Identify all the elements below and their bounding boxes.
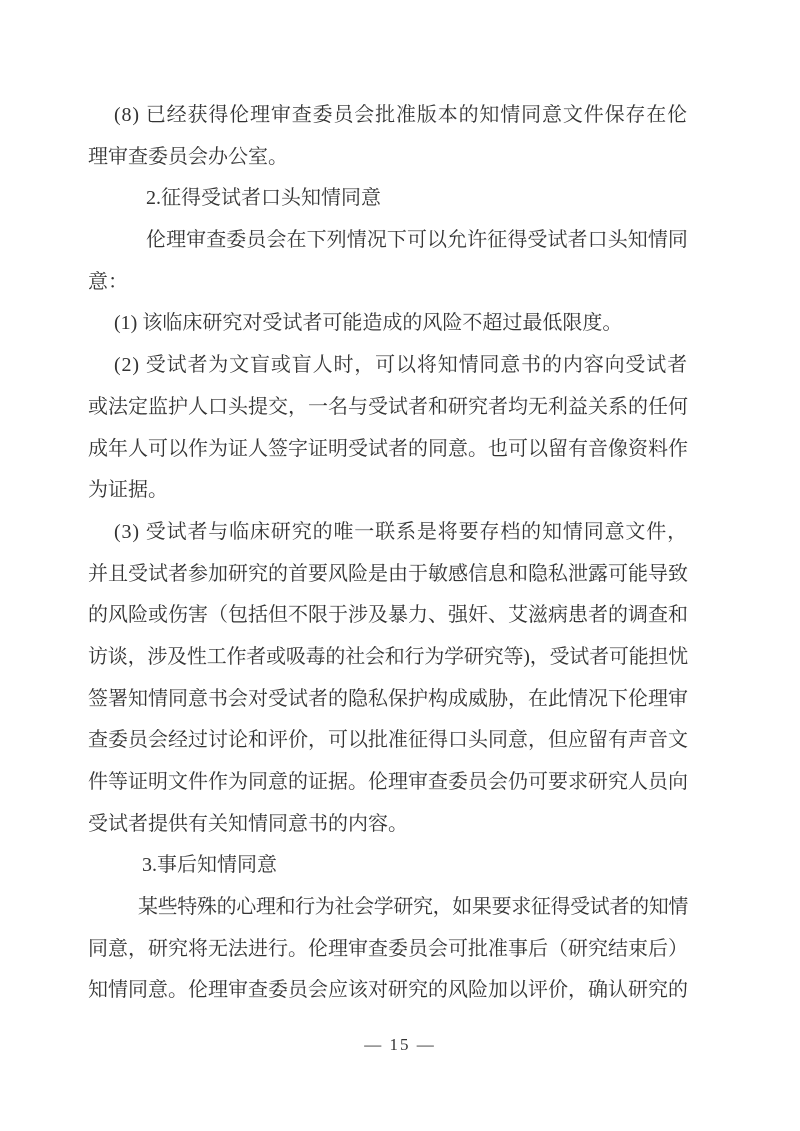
document-body bbox=[88, 95, 688, 1012]
text-line bbox=[88, 95, 688, 137]
text-line bbox=[88, 679, 688, 721]
text-line bbox=[88, 637, 688, 679]
text-line-content: (2) 受试者为文盲或盲人时，可以将知情同意书的内容向受试者 bbox=[114, 354, 688, 377]
text-line bbox=[88, 970, 688, 1012]
text-line-content: 受试者提供有关知情同意书的内容。 bbox=[88, 812, 408, 835]
text-line-content: (8) 已经获得伦理审查委员会批准版本的知情同意文件保存在伦 bbox=[114, 104, 688, 126]
text-line bbox=[88, 178, 688, 220]
text-line bbox=[88, 887, 688, 929]
text-line bbox=[88, 804, 688, 846]
text-line-content: 并且受试者参加研究的首要风险是由于敏感信息和隐私泄露可能导致 bbox=[88, 562, 688, 585]
text-line-content: 签署知情同意书会对受试者的隐私保护构成威胁，在此情况下伦理审 bbox=[88, 687, 688, 710]
text-line-content: (1) 该临床研究对受试者可能造成的风险不超过最低限度。 bbox=[114, 312, 623, 335]
text-line bbox=[88, 554, 688, 596]
page-number: — 15 — bbox=[364, 1035, 436, 1054]
text-line-content: 知情同意。伦理审查委员会应该对研究的风险加以评价，确认研究的 bbox=[88, 979, 688, 1002]
text-line bbox=[88, 262, 688, 304]
text-line bbox=[88, 429, 688, 471]
text-line-content: 的风险或伤害（包括但不限于涉及暴力、强奸、艾滋病患者的调查和 bbox=[88, 604, 688, 627]
text-line-content: 理审查委员会办公室。 bbox=[88, 145, 288, 168]
text-line-content: (3) 受试者与临床研究的唯一联系是将要存档的知情同意文件， bbox=[114, 520, 688, 543]
text-line-content: 3.事后知情同意 bbox=[142, 854, 277, 877]
text-line bbox=[88, 595, 688, 637]
text-line bbox=[88, 929, 688, 971]
text-line bbox=[88, 762, 688, 804]
text-line-content: 成年人可以作为证人签字证明受试者的同意。也可以留有音像资料作 bbox=[88, 437, 688, 460]
text-line bbox=[88, 720, 688, 762]
text-line-content: 同意，研究将无法进行。伦理审查委员会可批准事后（研究结束后） bbox=[88, 937, 688, 960]
text-line-content: 2.征得受试者口头知情同意 bbox=[146, 187, 381, 210]
text-line-content: 为证据。 bbox=[88, 479, 168, 502]
text-line bbox=[88, 345, 688, 387]
text-line-content: 或法定监护人口头提交，一名与受试者和研究者均无利益关系的任何 bbox=[88, 395, 688, 418]
text-line-content: 件等证明文件作为同意的证据。伦理审查委员会仍可要求研究人员向 bbox=[88, 771, 688, 793]
text-line bbox=[88, 387, 688, 429]
text-line-content: 查委员会经过讨论和评价，可以批准征得口头同意，但应留有声音文 bbox=[88, 729, 688, 752]
text-line-content: 访谈，涉及性工作者或吸毒的社会和行为学研究等)，受试者可能担忧 bbox=[88, 645, 688, 668]
text-line-content: 意： bbox=[88, 270, 128, 293]
text-line bbox=[88, 220, 688, 262]
text-line bbox=[88, 470, 688, 512]
text-line bbox=[88, 845, 688, 887]
text-line-content: 伦理审查委员会在下列情况下可以允许征得受试者口头知情同 bbox=[146, 229, 688, 252]
text-line bbox=[88, 137, 688, 179]
text-line-content: 某些特殊的心理和行为社会学研究，如果要求征得受试者的知情 bbox=[138, 896, 688, 919]
text-line bbox=[88, 303, 688, 345]
text-line bbox=[88, 512, 688, 554]
